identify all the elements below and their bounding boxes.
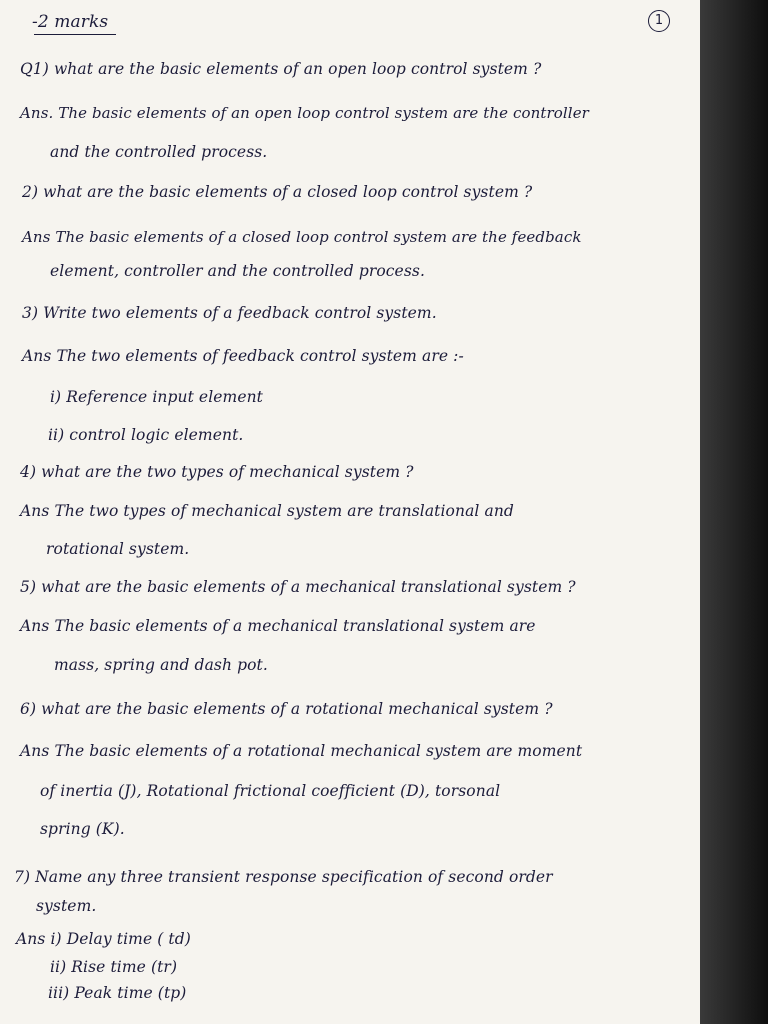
question-6: 6) what are the basic elements of a rotational mechanical system ? (20, 700, 553, 718)
answer-7-item-2: ii) Rise time (tr) (50, 958, 178, 976)
answer-7-item-1: Ans i) Delay time ( td) (16, 930, 191, 948)
question-2: 2) what are the basic elements of a closed loop control system ? (22, 183, 533, 201)
answer-6-line-1: Ans The basic elements of a rotational mechanical system are moment (20, 742, 583, 760)
answer-3-item-1: i) Reference input element (50, 388, 264, 406)
answer-4-line-1: Ans The two types of mechanical system are translational and (20, 502, 514, 520)
answer-6-line-3: spring (K). (40, 820, 125, 838)
answer-5-line-1: Ans The basic elements of a mechanical translational system are (20, 617, 536, 635)
question-7-line-1: 7) Name any three transient response specification of second order (14, 868, 553, 886)
answer-7-item-3: iii) Peak time (tp) (48, 984, 187, 1002)
answer-4-line-2: rotational system. (46, 540, 190, 558)
answer-5-line-2: mass, spring and dash pot. (54, 656, 268, 674)
question-4: 4) what are the two types of mechanical system ? (20, 463, 414, 481)
answer-1-line-1: Ans. The basic elements of an open loop control system are the controller (20, 104, 589, 122)
answer-1-line-2: and the controlled process. (50, 143, 268, 161)
scan-dark-edge (700, 0, 768, 1024)
answer-2-line-1: Ans The basic elements of a closed loop control system are the feedback (22, 228, 582, 246)
answer-3-line-1: Ans The two elements of feedback control system are :- (22, 347, 464, 365)
answer-2-line-2: element, controller and the controlled process. (50, 262, 425, 280)
page-heading: -2 marks (32, 12, 109, 32)
question-5: 5) what are the basic elements of a mechanical translational system ? (20, 578, 576, 596)
question-1: Q1) what are the basic elements of an open loop control system ? (20, 60, 542, 78)
answer-3-item-2: ii) control logic element. (48, 426, 244, 444)
answer-6-line-2: of inertia (J), Rotational frictional coefficient (D), torsonal (40, 782, 501, 800)
question-3: 3) Write two elements of a feedback control system. (22, 304, 437, 322)
heading-underline (34, 34, 116, 35)
question-7-line-2: system. (36, 897, 97, 915)
page-number-circle: 1 (648, 10, 670, 32)
